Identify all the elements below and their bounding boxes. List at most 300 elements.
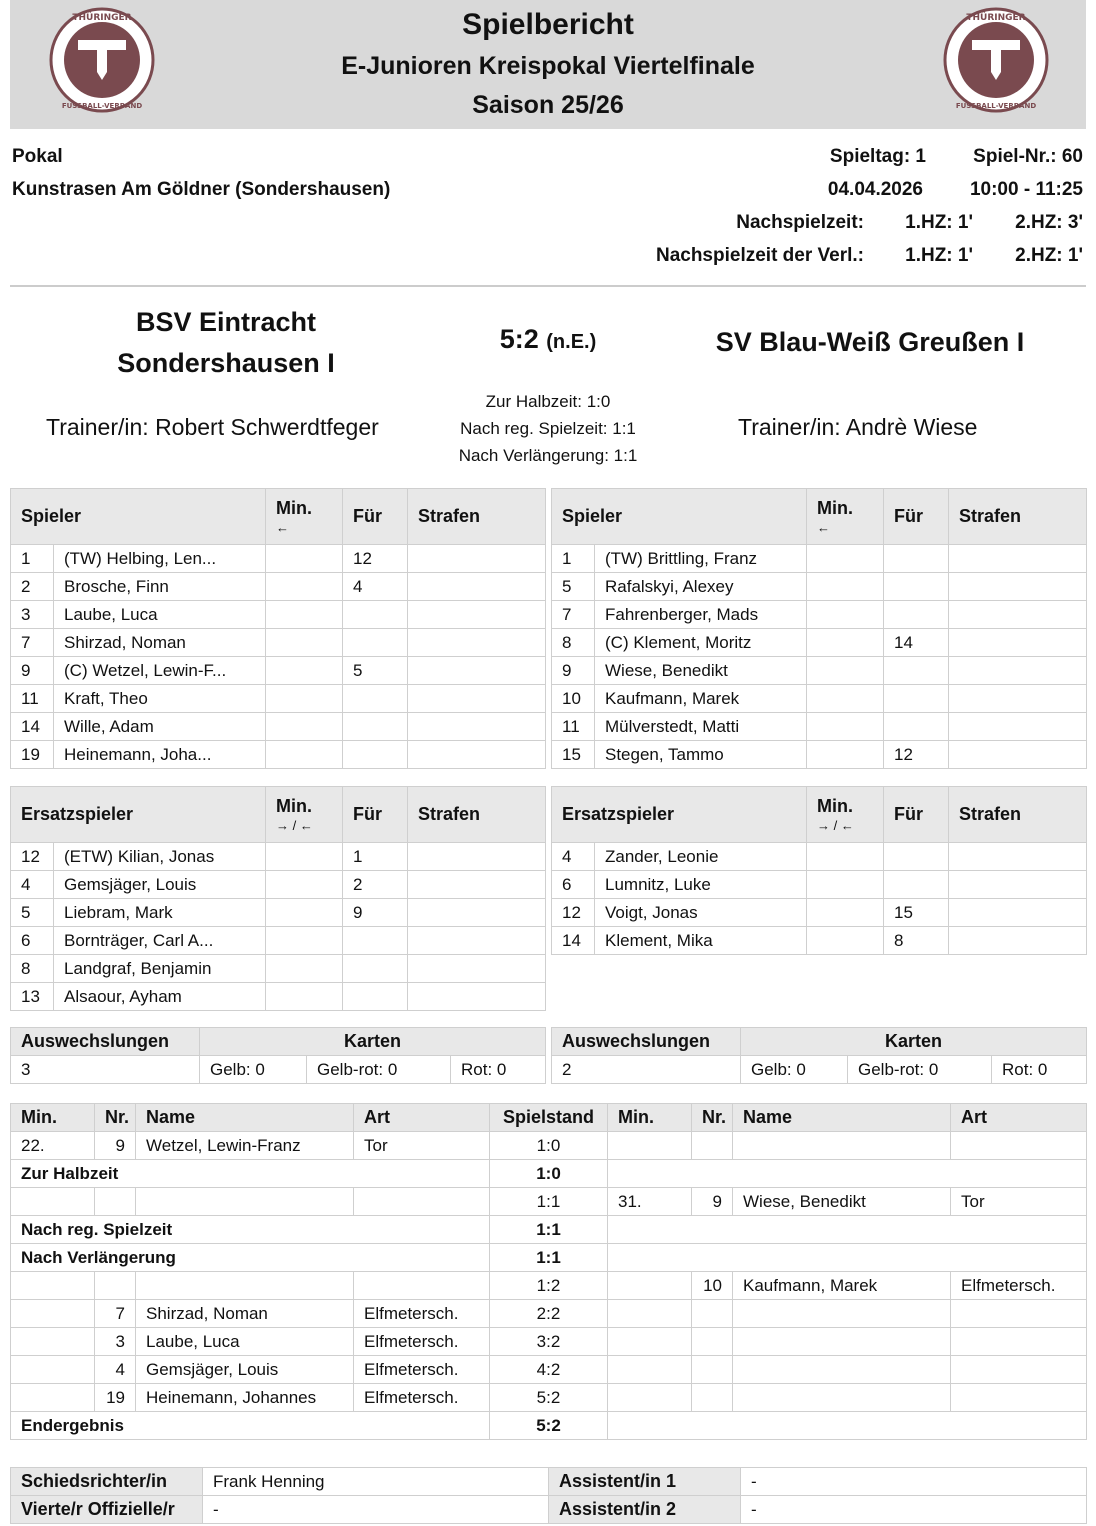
col-min: Min.: [608, 1104, 692, 1132]
col-min: Min. ←: [807, 489, 884, 545]
away-event-art: [951, 1132, 1087, 1160]
spieltag: Spieltag: 1: [829, 146, 926, 167]
player-name: Mülverstedt, Matti: [595, 713, 807, 741]
player-strafen: [949, 927, 1087, 955]
final-score: [440, 324, 656, 355]
player-name: Bornträger, Carl A...: [54, 927, 266, 955]
player-min: [266, 871, 343, 899]
player-nr: 10: [552, 685, 595, 713]
home-event-min: [11, 1384, 95, 1412]
player-nr: 11: [11, 685, 54, 713]
logo-top-text: THÜRINGER: [966, 13, 1026, 23]
player-fuer: 4: [343, 573, 408, 601]
home-subs-table: [10, 786, 546, 1011]
event-summary-row: [11, 1412, 1087, 1440]
col-strafen: Strafen: [408, 489, 546, 545]
player-row: [11, 685, 546, 713]
player-fuer: [343, 927, 408, 955]
home-event-nr: 3: [95, 1328, 136, 1356]
player-strafen: [949, 545, 1087, 573]
player-fuer: [884, 545, 949, 573]
col-ersatzspieler: Ersatzspieler: [11, 787, 266, 843]
col-fuer: Für: [884, 489, 949, 545]
away-event-nr: [692, 1356, 733, 1384]
home-stats-table: [10, 1027, 546, 1084]
home-event-nr: 7: [95, 1300, 136, 1328]
player-strafen: [408, 545, 546, 573]
summary-label: Endergebnis: [11, 1412, 490, 1440]
player-strafen: [949, 741, 1087, 769]
summary-empty: [608, 1160, 1087, 1188]
player-fuer: 8: [884, 927, 949, 955]
player-nr: 14: [11, 713, 54, 741]
event-row: [11, 1384, 1087, 1412]
player-nr: 6: [11, 927, 54, 955]
event-summary-row: [11, 1160, 1087, 1188]
player-min: [807, 713, 884, 741]
away-event-art: [951, 1300, 1087, 1328]
player-fuer: [884, 713, 949, 741]
player-min: [266, 601, 343, 629]
away-rot: Rot: 0: [992, 1056, 1087, 1084]
summary-label: Nach Verlängerung: [11, 1244, 490, 1272]
event-row: [11, 1272, 1087, 1300]
player-nr: 3: [11, 601, 54, 629]
player-name: (C) Klement, Moritz: [595, 629, 807, 657]
away-event-min: [608, 1384, 692, 1412]
col-name: Name: [733, 1104, 951, 1132]
player-row: [552, 685, 1087, 713]
player-min: [807, 927, 884, 955]
home-auswechslungen: 3: [11, 1056, 200, 1084]
player-min: [266, 955, 343, 983]
summary-score: 1:1: [490, 1244, 608, 1272]
home-event-min: [11, 1328, 95, 1356]
away-event-name: [733, 1132, 951, 1160]
player-name: Shirzad, Noman: [54, 629, 266, 657]
away-event-nr: [692, 1328, 733, 1356]
venue: Kunstrasen Am Göldner (Sondershausen): [12, 179, 391, 200]
ass1-label: Assistent/in 1: [549, 1468, 741, 1496]
summary-score: 5:2: [490, 1412, 608, 1440]
player-nr: 7: [552, 601, 595, 629]
col-spieler: Spieler: [11, 489, 266, 545]
player-strafen: [408, 927, 546, 955]
player-nr: 13: [11, 983, 54, 1011]
player-min: [266, 927, 343, 955]
schiri-value: Frank Henning: [203, 1468, 549, 1496]
player-min: [807, 741, 884, 769]
nachspielzeit-verl-hz1: 1.HZ: 1': [905, 245, 973, 266]
player-name: Kraft, Theo: [54, 685, 266, 713]
event-score: 1:0: [490, 1132, 608, 1160]
away-event-art: [951, 1328, 1087, 1356]
col-name: Name: [136, 1104, 354, 1132]
col-art: Art: [354, 1104, 490, 1132]
home-event-art: [354, 1188, 490, 1216]
away-event-art: [951, 1384, 1087, 1412]
player-name: (TW) Helbing, Len...: [54, 545, 266, 573]
player-name: Wiese, Benedikt: [595, 657, 807, 685]
away-event-name: [733, 1384, 951, 1412]
player-row: [552, 573, 1087, 601]
away-event-name: Kaufmann, Marek: [733, 1272, 951, 1300]
report-title: Spielbericht: [462, 8, 634, 41]
player-row: [11, 843, 546, 871]
spiel-nr: Spiel-Nr.: 60: [973, 146, 1083, 167]
player-name: (C) Wetzel, Lewin-F...: [54, 657, 266, 685]
away-gelbrot: Gelb-rot: 0: [848, 1056, 992, 1084]
player-fuer: 1: [343, 843, 408, 871]
home-event-nr: [95, 1272, 136, 1300]
season: Saison 25/26: [472, 91, 624, 119]
player-row: [11, 545, 546, 573]
player-strafen: [408, 573, 546, 601]
player-fuer: [884, 843, 949, 871]
home-event-name: Heinemann, Johannes: [136, 1384, 354, 1412]
vierter-label: Vierte/r Offizielle/r: [11, 1496, 203, 1524]
col-fuer: Für: [343, 489, 408, 545]
player-name: Rafalskyi, Alexey: [595, 573, 807, 601]
player-row: [552, 899, 1087, 927]
home-team-line2: Sondershausen I: [117, 348, 335, 378]
player-min: [807, 685, 884, 713]
auswechslungen-label: Auswechslungen: [552, 1028, 741, 1056]
home-event-name: Laube, Luca: [136, 1328, 354, 1356]
home-event-nr: 19: [95, 1384, 136, 1412]
player-nr: 11: [552, 713, 595, 741]
player-row: [552, 657, 1087, 685]
event-score: 4:2: [490, 1356, 608, 1384]
player-strafen: [949, 629, 1087, 657]
player-fuer: 2: [343, 871, 408, 899]
col-min: Min.: [11, 1104, 95, 1132]
col-strafen: Strafen: [408, 787, 546, 843]
player-nr: 12: [552, 899, 595, 927]
karten-label: Karten: [741, 1028, 1087, 1056]
away-event-art: Elfmetersch.: [951, 1272, 1087, 1300]
home-gelb: Gelb: 0: [200, 1056, 307, 1084]
home-players-table: [10, 488, 546, 769]
vierter-value: -: [203, 1496, 549, 1524]
event-summary-row: [11, 1216, 1087, 1244]
report-subtitle: E-Junioren Kreispokal Viertelfinale: [341, 52, 755, 80]
player-strafen: [949, 657, 1087, 685]
player-name: Laube, Luca: [54, 601, 266, 629]
player-name: Voigt, Jonas: [595, 899, 807, 927]
logo-bottom-text: FUSSBALL-VERBAND: [61, 102, 143, 110]
player-fuer: [884, 871, 949, 899]
event-score: 1:1: [490, 1188, 608, 1216]
player-min: [266, 545, 343, 573]
player-row: [552, 927, 1087, 955]
player-name: (TW) Brittling, Franz: [595, 545, 807, 573]
col-min: Min. → / ←: [807, 787, 884, 843]
player-strafen: [408, 685, 546, 713]
player-nr: 8: [552, 629, 595, 657]
divider: [10, 285, 1086, 287]
player-name: Stegen, Tammo: [595, 741, 807, 769]
player-name: Liebram, Mark: [54, 899, 266, 927]
summary-score: 1:0: [490, 1160, 608, 1188]
event-score: 5:2: [490, 1384, 608, 1412]
report-header: [10, 0, 1086, 129]
karten-label: Karten: [200, 1028, 546, 1056]
player-min: [266, 899, 343, 927]
player-row: [11, 657, 546, 685]
col-nr: Nr.: [692, 1104, 733, 1132]
player-name: Alsaour, Ayham: [54, 983, 266, 1011]
col-fuer: Für: [884, 787, 949, 843]
player-row: [11, 713, 546, 741]
away-event-nr: [692, 1132, 733, 1160]
player-min: [807, 545, 884, 573]
logo-top-text: THÜRINGER: [72, 13, 132, 23]
summary-empty: [608, 1216, 1087, 1244]
player-name: Brosche, Finn: [54, 573, 266, 601]
away-event-min: [608, 1272, 692, 1300]
event-row: [11, 1188, 1087, 1216]
player-min: [266, 573, 343, 601]
player-name: Zander, Leonie: [595, 843, 807, 871]
col-art: Art: [951, 1104, 1087, 1132]
player-nr: 1: [11, 545, 54, 573]
col-nr: Nr.: [95, 1104, 136, 1132]
player-name: Gemsjäger, Louis: [54, 871, 266, 899]
player-fuer: [343, 713, 408, 741]
ass2-value: -: [741, 1496, 1087, 1524]
player-strafen: [408, 899, 546, 927]
nachspielzeit-label: Nachspielzeit:: [736, 212, 864, 233]
home-event-min: [11, 1300, 95, 1328]
player-fuer: 5: [343, 657, 408, 685]
player-nr: 5: [552, 573, 595, 601]
player-fuer: [343, 955, 408, 983]
player-strafen: [408, 657, 546, 685]
away-players-table: [551, 488, 1087, 769]
player-row: [11, 871, 546, 899]
player-fuer: [343, 601, 408, 629]
event-row: [11, 1328, 1087, 1356]
player-name: Fahrenberger, Mads: [595, 601, 807, 629]
score-result: 5:2: [499, 324, 539, 354]
home-event-min: 22.: [11, 1132, 95, 1160]
competition: Pokal: [12, 146, 63, 167]
event-row: [11, 1132, 1087, 1160]
player-strafen: [949, 573, 1087, 601]
away-event-min: [608, 1328, 692, 1356]
player-row: [11, 955, 546, 983]
match-time: 10:00 - 11:25: [969, 179, 1083, 200]
away-event-name: [733, 1328, 951, 1356]
player-row: [552, 713, 1087, 741]
home-event-name: [136, 1188, 354, 1216]
player-nr: 14: [552, 927, 595, 955]
player-row: [11, 927, 546, 955]
home-gelbrot: Gelb-rot: 0: [307, 1056, 451, 1084]
player-fuer: [884, 657, 949, 685]
player-nr: 7: [11, 629, 54, 657]
player-fuer: [884, 601, 949, 629]
away-event-name: Wiese, Benedikt: [733, 1188, 951, 1216]
player-min: [266, 713, 343, 741]
extra-score: Nach Verlängerung: 1:1: [458, 446, 638, 465]
away-event-min: [608, 1356, 692, 1384]
away-event-nr: [692, 1384, 733, 1412]
player-min: [807, 629, 884, 657]
player-row: [11, 573, 546, 601]
player-strafen: [408, 629, 546, 657]
away-event-min: [608, 1132, 692, 1160]
player-strafen: [949, 601, 1087, 629]
event-row: [11, 1356, 1087, 1384]
event-summary-row: [11, 1244, 1087, 1272]
away-event-min: [608, 1300, 692, 1328]
away-stats-table: [551, 1027, 1087, 1084]
home-event-art: Elfmetersch.: [354, 1328, 490, 1356]
player-strafen: [408, 843, 546, 871]
player-row: [11, 741, 546, 769]
player-name: Klement, Mika: [595, 927, 807, 955]
player-strafen: [949, 871, 1087, 899]
halftime-score: Zur Halbzeit: 1:0: [485, 392, 611, 411]
player-min: [266, 843, 343, 871]
player-name: Kaufmann, Marek: [595, 685, 807, 713]
score-note: (n.E.): [546, 331, 597, 353]
nachspielzeit-hz2: 2.HZ: 3': [1015, 212, 1083, 233]
player-row: [552, 545, 1087, 573]
home-event-name: Wetzel, Lewin-Franz: [136, 1132, 354, 1160]
home-event-name: Gemsjäger, Louis: [136, 1356, 354, 1384]
home-team-line1: BSV Eintracht: [135, 307, 317, 337]
away-team: SV Blau-Weiß Greußen I: [715, 327, 1025, 357]
away-coach: Trainer/in: Andrè Wiese: [738, 414, 978, 440]
player-strafen: [408, 983, 546, 1011]
player-fuer: 12: [884, 741, 949, 769]
player-nr: 19: [11, 741, 54, 769]
player-fuer: [343, 741, 408, 769]
home-event-nr: [95, 1188, 136, 1216]
schiri-label: Schiedsrichter/in: [11, 1468, 203, 1496]
player-name: Wille, Adam: [54, 713, 266, 741]
home-event-art: Tor: [354, 1132, 490, 1160]
player-min: [266, 685, 343, 713]
logo-bottom-text: FUSSBALL-VERBAND: [955, 102, 1037, 110]
player-row: [552, 601, 1087, 629]
event-score: 3:2: [490, 1328, 608, 1356]
away-subs-table: [551, 786, 1087, 955]
player-nr: 4: [11, 871, 54, 899]
home-event-art: [354, 1272, 490, 1300]
player-min: [266, 983, 343, 1011]
home-rot: Rot: 0: [451, 1056, 546, 1084]
col-fuer: Für: [343, 787, 408, 843]
player-strafen: [408, 741, 546, 769]
player-row: [552, 871, 1087, 899]
summary-label: Zur Halbzeit: [11, 1160, 490, 1188]
player-nr: 2: [11, 573, 54, 601]
match-date: 04.04.2026: [827, 179, 923, 200]
player-min: [807, 843, 884, 871]
player-fuer: 9: [343, 899, 408, 927]
player-row: [552, 741, 1087, 769]
player-fuer: [884, 685, 949, 713]
player-fuer: [884, 573, 949, 601]
player-min: [807, 899, 884, 927]
home-event-art: Elfmetersch.: [354, 1356, 490, 1384]
player-min: [807, 657, 884, 685]
summary-empty: [608, 1412, 1087, 1440]
nachspielzeit-hz1: 1.HZ: 1': [905, 212, 973, 233]
home-event-min: [11, 1356, 95, 1384]
col-min: Min. ←: [266, 489, 343, 545]
player-row: [11, 629, 546, 657]
away-event-nr: 10: [692, 1272, 733, 1300]
player-nr: 1: [552, 545, 595, 573]
nachspielzeit-verl-label: Nachspielzeit der Verl.:: [655, 245, 864, 266]
ass2-label: Assistent/in 2: [549, 1496, 741, 1524]
player-strafen: [949, 899, 1087, 927]
home-event-name: [136, 1272, 354, 1300]
ass1-value: -: [741, 1468, 1087, 1496]
event-row: [11, 1300, 1087, 1328]
player-name: Lumnitz, Luke: [595, 871, 807, 899]
player-row: [552, 629, 1087, 657]
player-strafen: [408, 601, 546, 629]
player-nr: 8: [11, 955, 54, 983]
player-min: [266, 657, 343, 685]
home-event-nr: 9: [95, 1132, 136, 1160]
home-event-nr: 4: [95, 1356, 136, 1384]
player-min: [807, 871, 884, 899]
home-coach: Trainer/in: Robert Schwerdtfeger: [46, 414, 379, 440]
player-min: [807, 601, 884, 629]
player-strafen: [949, 685, 1087, 713]
col-strafen: Strafen: [949, 787, 1087, 843]
player-name: Heinemann, Joha...: [54, 741, 266, 769]
away-event-nr: 9: [692, 1188, 733, 1216]
player-strafen: [408, 713, 546, 741]
away-event-art: Tor: [951, 1188, 1087, 1216]
home-event-min: [11, 1188, 95, 1216]
away-event-art: [951, 1356, 1087, 1384]
player-fuer: 14: [884, 629, 949, 657]
away-event-min: 31.: [608, 1188, 692, 1216]
player-fuer: [343, 983, 408, 1011]
summary-score: 1:1: [490, 1216, 608, 1244]
home-team: [40, 302, 412, 384]
player-min: [266, 741, 343, 769]
home-event-art: Elfmetersch.: [354, 1300, 490, 1328]
away-event-name: [733, 1356, 951, 1384]
player-row: [552, 843, 1087, 871]
player-row: [11, 983, 546, 1011]
event-score: 2:2: [490, 1300, 608, 1328]
summary-label: Nach reg. Spielzeit: [11, 1216, 490, 1244]
away-event-nr: [692, 1300, 733, 1328]
col-spieler: Spieler: [552, 489, 807, 545]
player-strafen: [949, 843, 1087, 871]
summary-empty: [608, 1244, 1087, 1272]
player-nr: 15: [552, 741, 595, 769]
regular-score: Nach reg. Spielzeit: 1:1: [460, 419, 636, 438]
player-min: [807, 573, 884, 601]
officials-table: [10, 1467, 1087, 1524]
events-table: [10, 1103, 1087, 1440]
col-spielstand: Spielstand: [490, 1104, 608, 1132]
player-fuer: [343, 685, 408, 713]
col-min: Min. → / ←: [266, 787, 343, 843]
